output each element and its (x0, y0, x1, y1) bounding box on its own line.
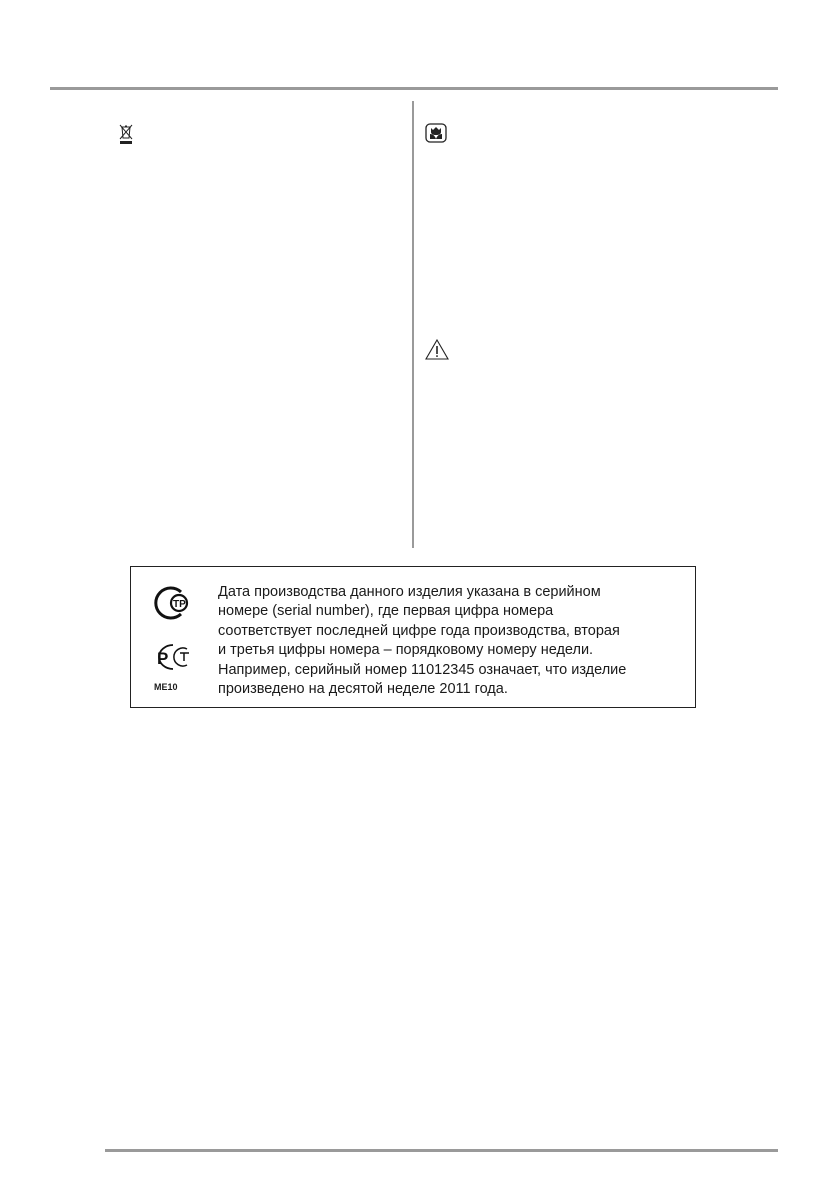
certification-code: ME10 (154, 682, 178, 692)
environment-flower-icon (425, 123, 447, 143)
header-rule (50, 87, 778, 90)
notice-text (218, 583, 626, 699)
production-date-notice (130, 566, 696, 708)
gost-r-pct-logo (151, 639, 191, 675)
notice-line: соответствует последней цифре года производства, вторая (218, 622, 620, 639)
footer-rule (105, 1149, 778, 1152)
warning-triangle-icon (425, 339, 449, 360)
column-divider (412, 101, 414, 548)
notice-line: произведено на десятой неделе 2011 года. (218, 681, 508, 698)
gost-r-ctr-logo (151, 585, 191, 621)
notice-line: Например, серийный номер 11012345 означает, что изделие (218, 661, 627, 678)
notice-line: и третья цифры номера – порядковому номеру недели. (218, 642, 594, 659)
svg-text:ТР: ТР (173, 599, 186, 610)
weee-crossed-bin-icon (119, 123, 133, 145)
notice-line: номере (serial number), где первая цифра номера (218, 603, 554, 620)
notice-line: Дата производства данного изделия указана в серийном (218, 584, 601, 600)
svg-text:Р: Р (157, 649, 169, 668)
